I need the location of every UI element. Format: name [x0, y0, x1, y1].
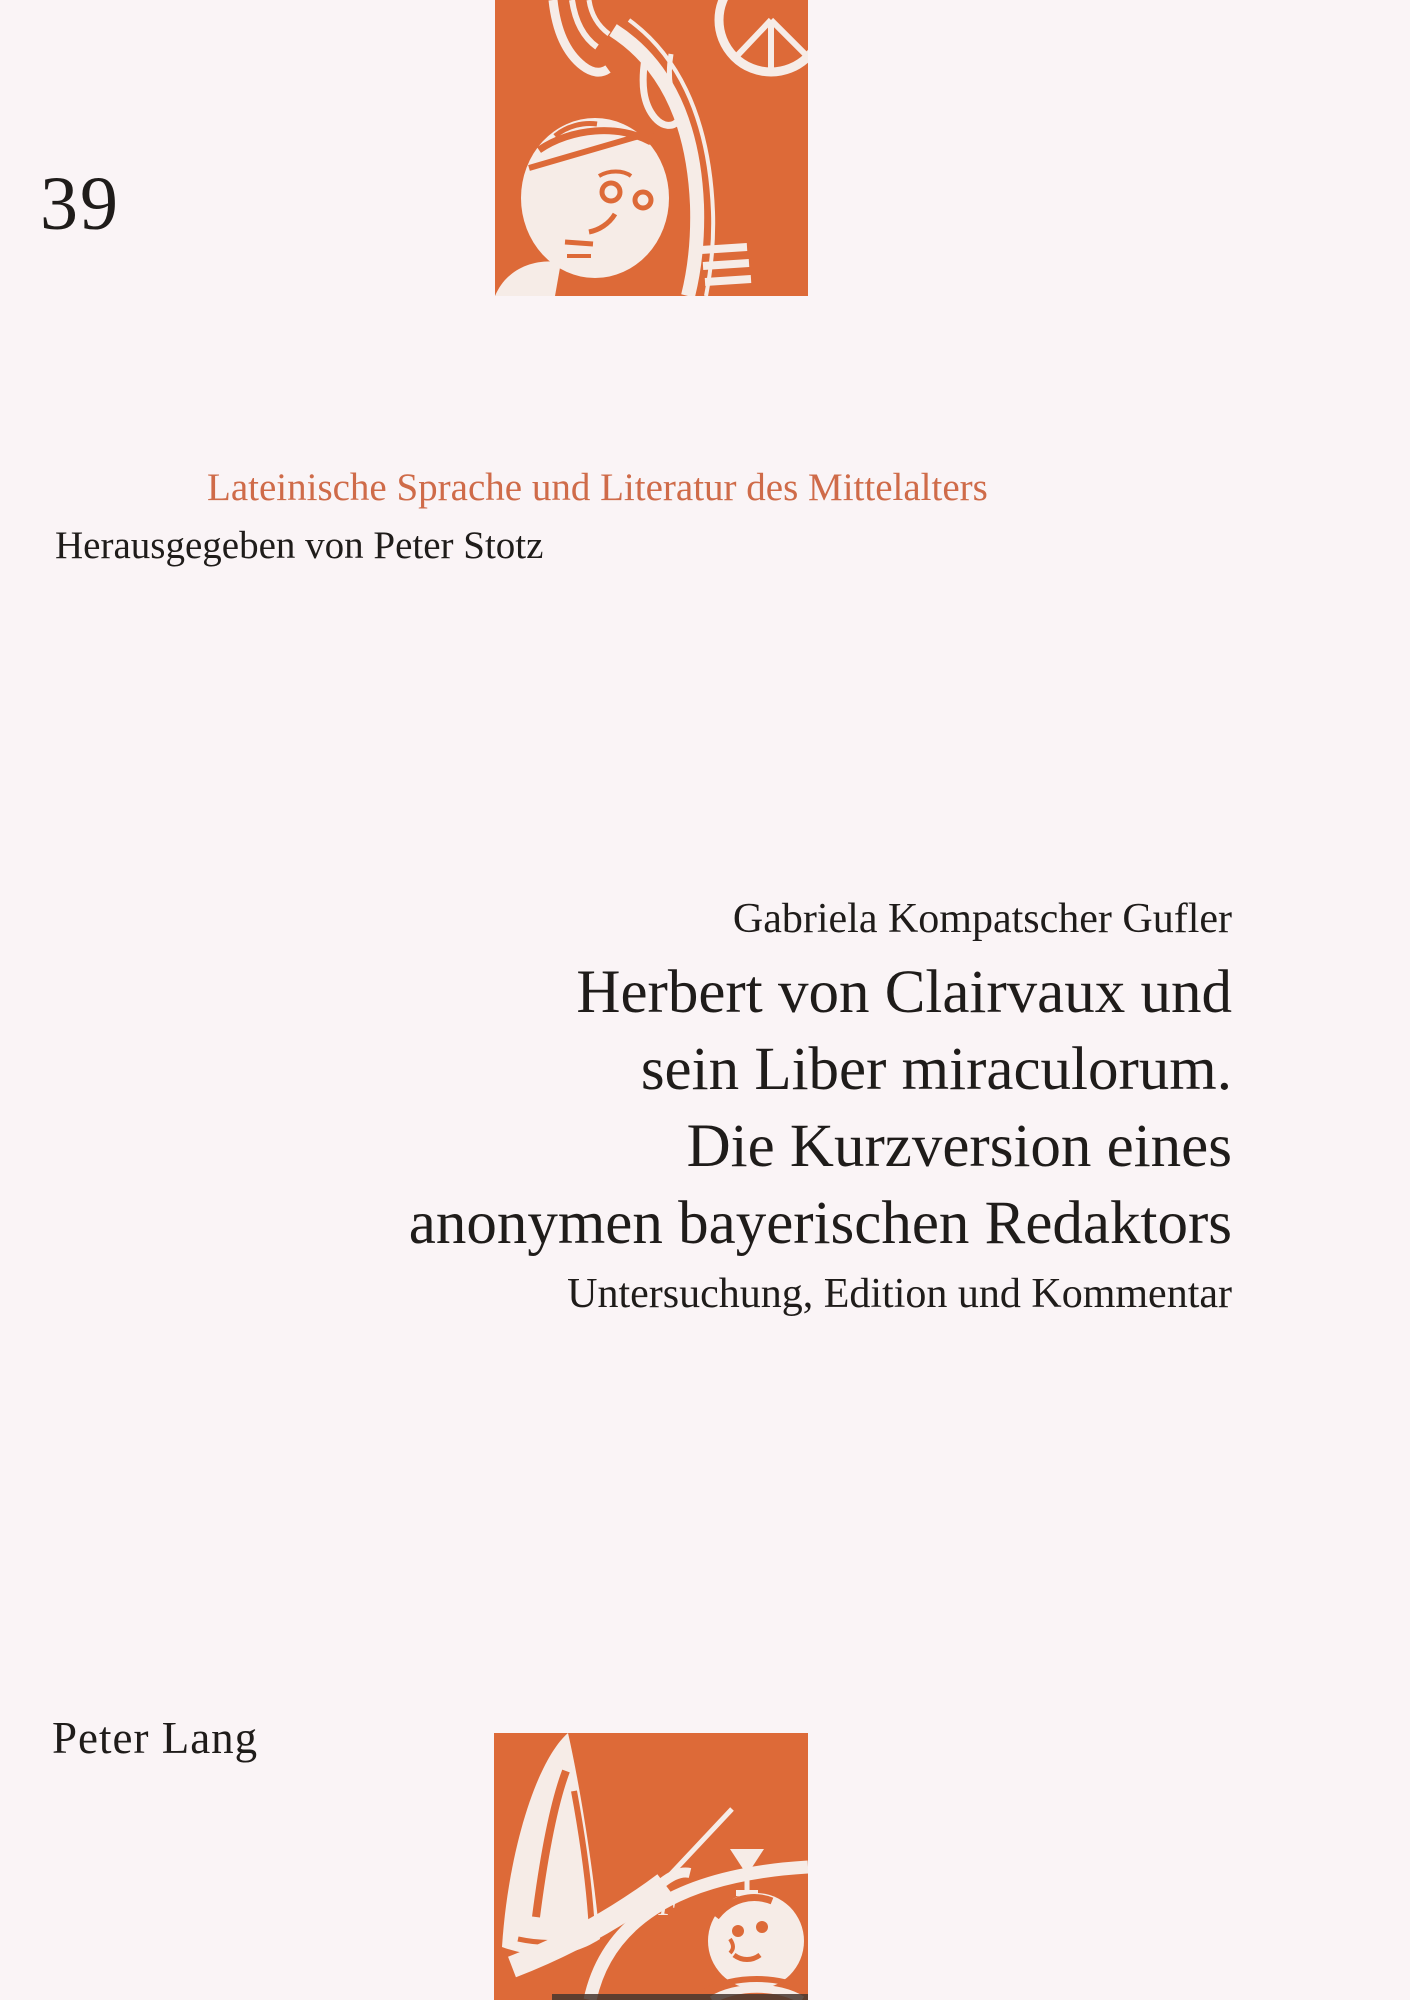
- series-editor-line: Herausgegeben von Peter Stotz: [55, 524, 544, 567]
- series-title: Lateinische Sprache und Literatur des Mittelalters: [207, 466, 988, 509]
- book-title-line: Die Kurzversion eines: [686, 1113, 1232, 1180]
- medieval-miniature-bottom-illustration: [494, 1733, 808, 2000]
- book-title-line: Herbert von Clairvaux und: [576, 959, 1232, 1026]
- wf-inscription: WF: [630, 1886, 680, 1923]
- publisher-name: Peter Lang: [52, 1713, 259, 1763]
- book-subtitle: Untersuchung, Edition und Kommentar: [567, 1271, 1232, 1317]
- book-title-line: anonymen bayerischen Redaktors: [408, 1190, 1232, 1257]
- book-title-line: sein Liber miraculorum.: [640, 1036, 1232, 1103]
- medieval-miniature-bottom-image: [494, 1733, 808, 2000]
- title-block: [409, 896, 1232, 1318]
- medieval-miniature-top-image: [495, 0, 808, 296]
- medieval-miniature-top-illustration: [495, 0, 808, 296]
- series-volume-number: 39: [40, 162, 120, 246]
- book-title: [409, 954, 1232, 1262]
- author-name: Gabriela Kompatscher Gufler: [732, 896, 1232, 942]
